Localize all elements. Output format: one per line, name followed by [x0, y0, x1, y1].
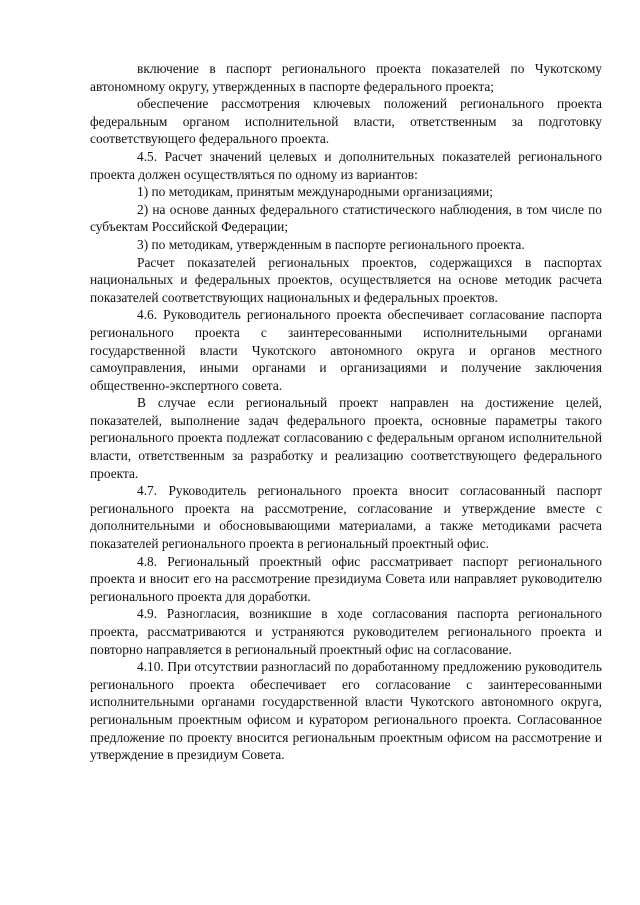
paragraph: 4.6. Руководитель регионального проекта обеспечивает согласование паспорта регионального проекта с заинтересованными исполнительными органами государственной власти Чукотского автономного округа и органов местного самоуправления, иными органами и организациями и получение заключения общественно-экспертного совета.	[90, 307, 602, 393]
paragraph: Расчет показателей региональных проектов, содержащихся в паспортах национальных и федеральных проектов, осуществляется на основе методик расчета показателей соответствующих национальных и федеральных проектов.	[90, 254, 602, 305]
paragraph: 4.8. Региональный проектный офис рассматривает паспорт регионального проекта и вносит его на рассмотрение президиума Совета или направляет руководителю регионального проекта для доработки.	[90, 553, 602, 604]
paragraph: обеспечение рассмотрения ключевых положений регионального проекта федеральным органом исполнительной власти, ответственным за подготовку соответствующего федерального проекта.	[90, 96, 602, 147]
paragraph: 4.7. Руководитель регионального проекта вносит согласованный паспорт регионального проекта на рассмотрение, согласование и утверждение вместе с дополнительными и обосновывающими материалами, а также методиками расчета показателей регионального проекта в региональный проектный офис.	[90, 483, 602, 552]
document-page	[90, 60, 602, 764]
paragraph: 1) по методикам, принятым международными организациями;	[137, 184, 494, 200]
paragraph: 2) на основе данных федерального статистического наблюдения, в том числе по субъектам Российской Федерации;	[90, 201, 602, 235]
paragraph: 4.5. Расчет значений целевых и дополнительных показателей регионального проекта должен осуществляться по одному из вариантов:	[90, 148, 602, 182]
paragraph: 4.10. При отсутствии разногласий по доработанному предложению руководитель регионального проекта обеспечивает его согласование с заинтересованными исполнительными органами государственной власти Чукотского автономного округа, региональным проектным офисом и куратором регионального проекта. Согласованное предложение по проекту вносится региональным проектным офисом на рассмотрение и утверждение в президиум Совета.	[90, 659, 602, 763]
paragraph: включение в паспорт регионального проекта показателей по Чукотскому автономному округу, утвержденных в паспорте федерального проекта;	[90, 61, 602, 94]
paragraph: В случае если региональный проект направлен на достижение целей, показателей, выполнение задач федерального проекта, основные параметры такого регионального проекта подлежат согласованию с федеральным органом исполнительной власти, ответственным за разработку и реализацию соответствующего федерального проекта.	[90, 395, 602, 481]
paragraph: 4.9. Разногласия, возникшие в ходе согласования паспорта регионального проекта, рассматриваются и устраняются руководителем регионального проекта и повторно направляется в региональный проектный офис на согласование.	[90, 606, 602, 657]
paragraph: 3) по методикам, утвержденным в паспорте регионального проекта.	[137, 236, 525, 252]
